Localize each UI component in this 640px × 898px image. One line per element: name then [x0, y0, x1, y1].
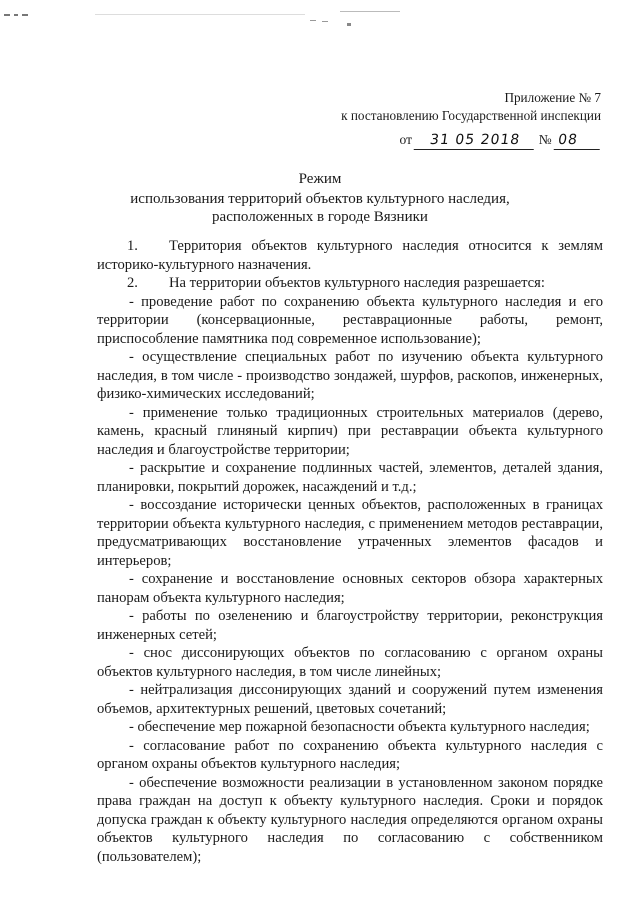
- bullet-item: - снос диссонирующих объектов по согласованию с органом охраны объектов культурного наследия, в том числе линейных;: [97, 645, 603, 680]
- bullet-item: - сохранение и восстановление основных секторов обзора характерных панорам объекта культурного наследия;: [97, 571, 603, 606]
- bullet-item: - согласование работ по сохранению объекта культурного наследия с органом охраны объектов культурного наследия;: [97, 737, 603, 772]
- document-header: [341, 89, 601, 150]
- bullet-item: - воссоздание исторически ценных объектов, расположенных в границах территории объекта культурного наследия, с применением методов реставрации, предусматривающих восстановление утраченных элементов фасадов и интерьеров;: [97, 497, 603, 569]
- title-line-1: Режим: [298, 171, 342, 187]
- item-number: 2.: [127, 275, 138, 291]
- bullet-item: - осуществление специальных работ по изучению объекта культурного наследия, в том числе - производство зондажей, шурфов, раскопов, инженерных, физико-химических исследований;: [97, 349, 603, 402]
- bullet-item: - обеспечение возможности реализации в установленном законом порядке права граждан на доступ к объекту культурного наследия. Сроки и порядок допуска граждан к объекту культурного наследия определяются органом охраны объектов культурного наследия по согласованию с собственником (пользователем);: [97, 774, 603, 865]
- number-prefix: №: [538, 132, 552, 147]
- date-prefix: от: [399, 132, 412, 147]
- handwritten-date: 31 05 2018: [414, 131, 537, 150]
- item-number: 1.: [127, 238, 138, 254]
- title-line-3: расположенных в городе Вязники: [212, 209, 428, 225]
- handwritten-number: 08: [554, 131, 603, 150]
- bullet-item: - раскрытие и сохранение подлинных частей, элементов, деталей здания, планировки, покрытий дорожек, насаждений и т.д.;: [97, 460, 603, 495]
- date-number-line: [341, 131, 601, 150]
- appendix-label: Приложение № 7: [504, 90, 601, 105]
- bullet-item: - обеспечение мер пожарной безопасности объекта культурного наследия;: [129, 719, 590, 735]
- bullet-item: - нейтрализация диссонирующих зданий и сооружений путем изменения объемов, архитектурных решений, цветовых сочетаний;: [97, 682, 603, 717]
- numbered-item-1: [97, 237, 603, 274]
- item-text: Территория объектов культурного наследия относится к землям историко-культурного назначения.: [97, 238, 603, 273]
- document-body: [97, 237, 603, 866]
- resolution-reference: к постановлению Государственной инспекции: [341, 108, 601, 123]
- document-title: [0, 170, 640, 226]
- scan-artifacts: [0, 8, 640, 32]
- bullet-item: - применение только традиционных строительных материалов (дерево, камень, красный глиняный кирпич) при реставрации объекта культурного наследия и благоустройстве территории;: [97, 404, 603, 458]
- numbered-item-2: [97, 274, 603, 293]
- bullet-item: - работы по озеленению и благоустройству территории, реконструкция инженерных сетей;: [97, 608, 603, 643]
- item-text: На территории объектов культурного наследия разрешается:: [169, 275, 545, 291]
- title-line-2: использования территорий объектов культурного наследия,: [130, 191, 510, 207]
- bullet-item: - проведение работ по сохранению объекта культурного наследия и его территории (консервационные, реставрационные работы, ремонт, приспособление памятника под современное использование);: [97, 293, 603, 347]
